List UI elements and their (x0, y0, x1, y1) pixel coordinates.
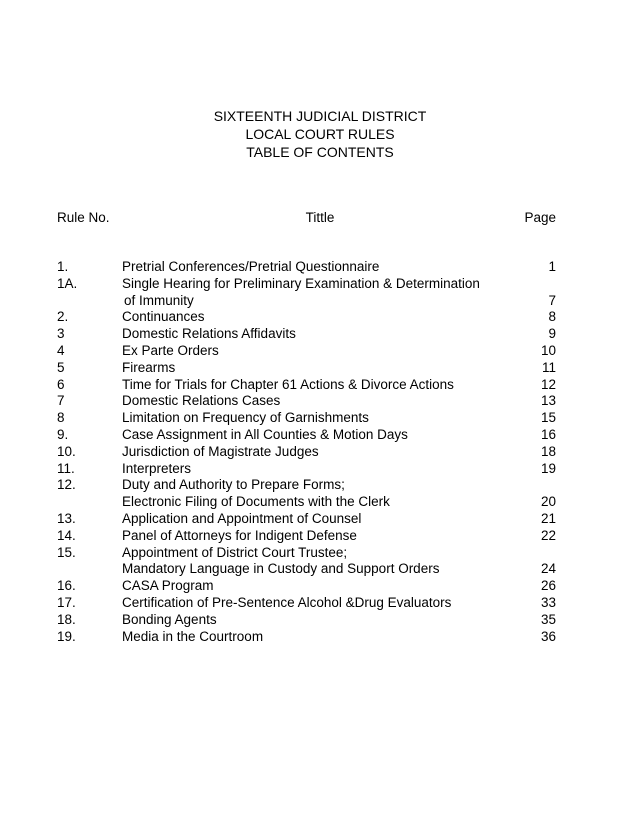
toc-row (0, 511, 640, 528)
toc-rule-title: Panel of Attorneys for Indigent Defense (122, 527, 357, 543)
toc-rule-title: Single Hearing for Preliminary Examination & Determination (122, 275, 480, 291)
toc-row (0, 360, 640, 377)
toc-row (0, 377, 640, 394)
toc-rule-title: Firearms (122, 359, 176, 375)
toc-rule-title: Mandatory Language in Custody and Support Orders (122, 561, 440, 577)
toc-rule-title: Jurisdiction of Magistrate Judges (122, 443, 319, 459)
toc-rule-number: 11. (57, 460, 75, 476)
toc-page-number: 9 (548, 326, 556, 342)
toc-rule-title: Certification of Pre-Sentence Alcohol &Drug Evaluators (122, 594, 452, 610)
toc-rule-title: of Immunity (124, 292, 194, 308)
toc-page-number: 11 (541, 359, 556, 375)
toc-page-number: 35 (540, 611, 556, 627)
toc-row (0, 612, 640, 629)
toc-page-number: 10 (540, 342, 556, 358)
toc-row (0, 477, 640, 494)
header-rules: LOCAL COURT RULES (245, 126, 395, 142)
toc-row (0, 561, 640, 578)
toc-rule-number: 19. (57, 628, 76, 644)
toc-row (0, 595, 640, 612)
toc-rule-title: CASA Program (122, 578, 214, 594)
toc-rule-title: Appointment of District Court Trustee; (122, 544, 348, 560)
toc-row (0, 494, 640, 511)
header-district: SIXTEENTH JUDICIAL DISTRICT (213, 108, 427, 124)
toc-rule-number: 2. (57, 309, 69, 325)
toc-row (0, 545, 640, 562)
toc-rule-number: 1A. (57, 275, 78, 291)
toc-row (0, 629, 640, 646)
toc-page-number: 24 (540, 561, 556, 577)
toc-rule-number: 17. (57, 594, 76, 610)
toc-rule-number: 6 (57, 376, 65, 392)
toc-page-number: 36 (540, 628, 556, 644)
toc-rule-number: 4 (57, 342, 65, 358)
toc-rule-title: Pretrial Conferences/Pretrial Questionnaire (122, 259, 380, 274)
toc-row (0, 326, 640, 343)
toc-rule-title: Domestic Relations Cases (122, 393, 281, 409)
toc-rule-number: 8 (57, 410, 65, 426)
toc-rule-number: 1. (57, 259, 69, 274)
toc-row (0, 343, 640, 360)
toc-rule-number: 13. (57, 510, 76, 526)
toc-page-number: 22 (540, 527, 556, 543)
toc-rule-title: Interpreters (122, 460, 192, 476)
toc-rule-number: 7 (57, 393, 65, 409)
toc-rule-number: 10. (57, 443, 76, 459)
toc-row (0, 461, 640, 478)
toc-row (0, 276, 640, 293)
toc-page-number: 8 (548, 309, 556, 325)
column-page: Page (524, 210, 556, 225)
toc-list (0, 259, 640, 645)
toc-page-number: 19 (540, 460, 556, 476)
toc-rule-title: Bonding Agents (122, 611, 217, 627)
toc-row (0, 309, 640, 326)
toc-rule-title: Media in the Courtroom (122, 628, 264, 644)
column-rule-no: Rule No. (57, 210, 110, 225)
toc-rule-title: Limitation on Frequency of Garnishments (122, 410, 369, 426)
toc-page-number: 21 (540, 510, 556, 526)
toc-page-number: 33 (540, 594, 556, 610)
toc-rule-number: 14. (57, 527, 76, 543)
toc-rule-title: Domestic Relations Affidavits (122, 326, 296, 342)
toc-rule-number: 12. (57, 477, 76, 493)
toc-rule-title: Continuances (122, 309, 205, 325)
toc-row (0, 444, 640, 461)
toc-page-number: 16 (540, 426, 556, 442)
toc-page-number: 18 (540, 443, 556, 459)
toc-row (0, 528, 640, 545)
toc-page-number: 7 (548, 292, 556, 308)
toc-page-number: 15 (540, 410, 556, 426)
toc-rule-title: Time for Trials for Chapter 61 Actions & Divorce Actions (122, 376, 454, 392)
toc-rule-title: Duty and Authority to Prepare Forms; (122, 477, 345, 493)
toc-page-number: 12 (540, 376, 556, 392)
toc-page-number: 26 (540, 578, 556, 594)
toc-row (0, 293, 640, 310)
toc-row (0, 393, 640, 410)
toc-row (0, 410, 640, 427)
toc-rule-title: Ex Parte Orders (122, 342, 219, 358)
toc-rule-title: Case Assignment in All Counties & Motion Days (122, 426, 408, 442)
toc-rule-number: 16. (57, 578, 76, 594)
toc-rule-number: 18. (57, 611, 76, 627)
toc-rule-title: Electronic Filing of Documents with the Clerk (122, 494, 390, 510)
toc-rule-title: Application and Appointment of Counsel (122, 510, 362, 526)
toc-row (0, 578, 640, 595)
toc-page-number: 13 (540, 393, 556, 409)
toc-row (0, 259, 640, 276)
document-header (0, 107, 640, 161)
toc-row (0, 427, 640, 444)
toc-rule-number: 9. (57, 426, 69, 442)
toc-page-number: 20 (540, 494, 556, 510)
toc-page-number: 1 (548, 259, 556, 274)
toc-rule-number: 15. (57, 544, 76, 560)
toc-rule-number: 3 (57, 326, 65, 342)
toc-rule-number: 5 (57, 359, 65, 375)
column-title: Tittle (305, 210, 335, 225)
header-toc: TABLE OF CONTENTS (246, 144, 394, 160)
